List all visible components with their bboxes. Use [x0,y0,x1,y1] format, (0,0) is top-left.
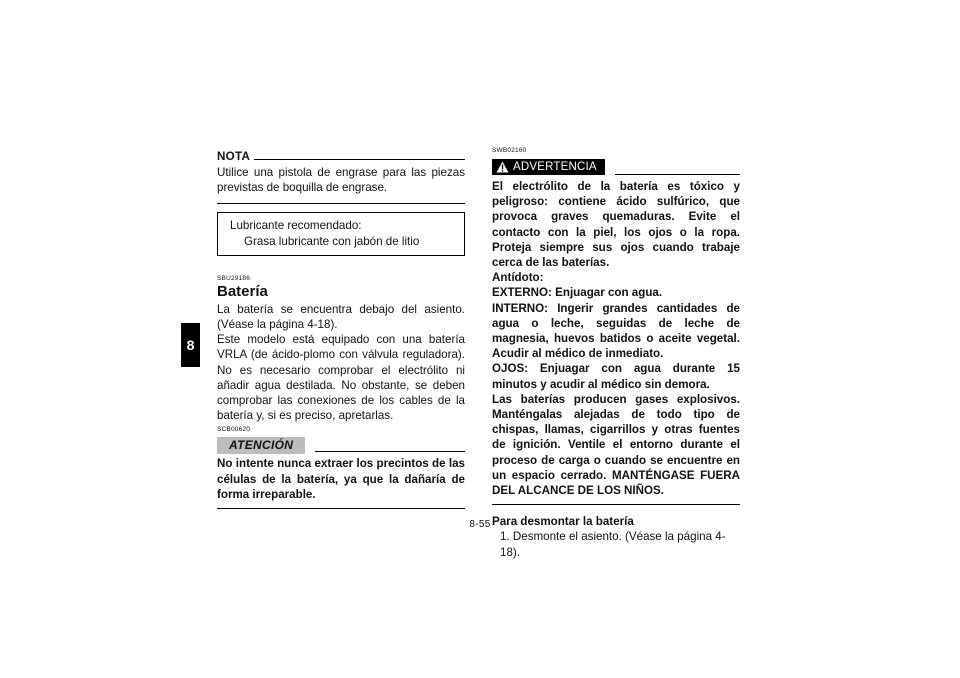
caution-code: SCB00620 [217,426,251,434]
section-code: SBU29186 [217,274,251,282]
chapter-tab: 8 [181,323,200,367]
battery-para-1: La batería se encuentra debajo del asiento. (Véase la página 4-18). [217,302,465,332]
warning-badge [492,159,605,175]
nota-text: Utilice una pistola de engrase para las piezas previstas de boquilla de engrase. [217,166,465,195]
caution-text: No intente nunca extraer los precintos de las células de la batería, ya que la dañaría de forma irreparable. [217,457,465,501]
caution-rule [315,451,465,452]
nota-header [217,147,465,163]
lubricant-box-value: Grasa lubricante con jabón de litio [244,234,420,248]
nota-label: NOTA [217,150,251,163]
left-column [217,147,465,509]
warning-code: SWB02160 [492,147,527,154]
warning-label: ADVERTENCIA [513,161,597,173]
remove-step-1: 1. Desmonte el asiento. (Véase la página 4-18). [500,530,726,559]
lubricant-box-title: Lubricante recomendado: [230,219,362,233]
battery-para-2: Este modelo está equipado con una batería VRLA (de ácido-plomo con válvula reguladora). No es necesario comprobar el electrólito ni añadir agua destilada. No obstante, se deben comprobar las conexiones de los cables de la batería y, si es preciso, apretarlas. [217,333,465,423]
nota-end-rule [217,203,465,204]
internal-text: INTERNO: Ingerir grandes cantidades de agua o leche, seguidas de leche de magnesia, huevos batidos o aceite vegetal. Acudir al médico de inmediato. [492,301,740,361]
warning-header [492,158,740,176]
section-title: Batería [217,282,268,300]
caution-label: ATENCIÓN [217,437,305,454]
eyes-text: OJOS: Enjuagar con agua durante 15 minutos y acudir al médico sin demora. [492,362,740,391]
antidote-label: Antídoto: [492,271,544,285]
page-number: 8-55 [469,519,491,530]
warning-text-1: El electrólito de la batería es tóxico y peligroso: contiene ácido sulfúrico, que provoca graves quemaduras. Evite el contacto con la piel, los ojos o la ropa. Proteja siempre sus ojos cuando trabaje cerca de las baterías. [492,180,740,270]
external-text: EXTERNO: Enjuagar con agua. [492,286,663,300]
caution-end-rule [217,508,465,509]
warning-end-rule [492,504,740,505]
warning-triangle-icon [496,161,509,173]
caution-header [217,436,465,454]
nota-rule [254,159,465,160]
gases-text: Las baterías producen gases explosivos. Manténgalas alejadas de todo tipo de chispas, llamas, cigarrillos y otras fuentes de ignición. Ventile el entorno durante el proceso de carga o cuando se encuentre en un espacio cerrado. MANTÉNGASE FUERA DEL ALCANCE DE LOS NIÑOS. [492,392,740,498]
lubricant-box [217,212,465,255]
remove-heading: Para desmontar la batería [492,515,634,529]
right-column [492,147,740,560]
warning-rule [615,174,740,175]
